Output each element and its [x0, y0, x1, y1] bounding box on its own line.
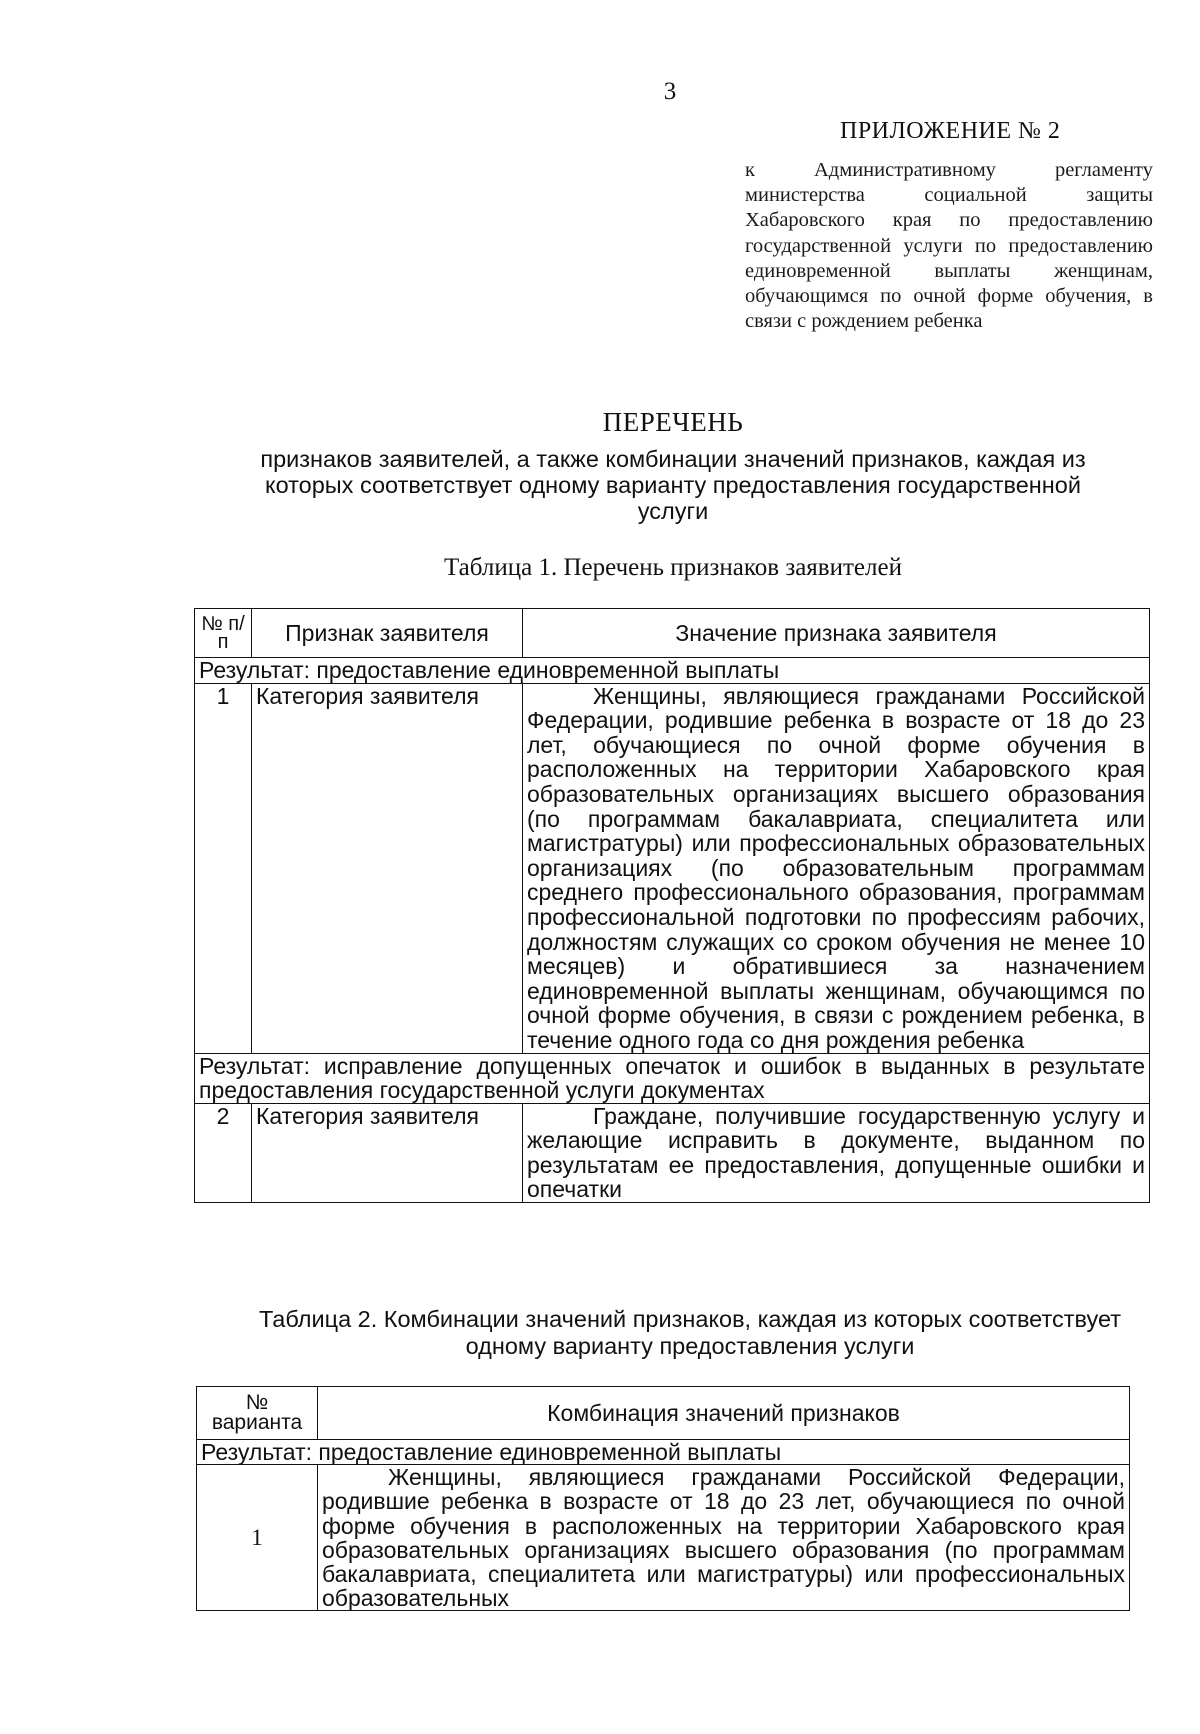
document-subheading: признаков заявителей, а также комбинации значений признаков, каждая из которых соответствует одному варианту предоставления государственной услуги	[260, 446, 1086, 524]
table-header-row	[195, 609, 1150, 658]
result-label: Результат: исправление допущенных опечаток и ошибок в выданных в результате предоставления государственной услуги документах	[195, 1053, 1150, 1103]
result-label: Результат: предоставление единовременной выплаты	[195, 658, 1150, 684]
row-variant: 1	[197, 1465, 318, 1611]
row-num: 2	[195, 1103, 252, 1202]
page-number: 3	[663, 78, 677, 105]
row-attribute: Категория заявителя	[252, 1103, 523, 1202]
result-row	[195, 658, 1150, 684]
row-value: Граждане, получившие государственную услугу и желающие исправить в документе, выданном по результатам ее предоставления, допущенные ошибки и опечатки	[523, 1103, 1150, 1202]
row-value: Женщины, являющиеся гражданами Российской Федерации, родившие ребенка в возрасте от 18 до 23 лет, обучающиеся по очной форме обучения в расположенных на территории Хабаровского края образовательных организациях высшего образования (по программам бакалавриата, специалитета или магистратуры) или профессиональных образовательных организациях (по образовательным программам среднего профессионального образования, программам профессиональной подготовки по профессиям рабочих, должностям служащих со сроком обучения не менее 10 месяцев) и обратившиеся за назначением единовременной выплаты женщинам, обучающимся по очной форме обучения, в связи с рождением ребенка, в течение одного года со дня рождения ребенка	[523, 683, 1150, 1053]
row-attribute: Категория заявителя	[252, 683, 523, 1053]
appendix-subtitle: к Административному регламенту министерства социальной защиты Хабаровского края по предоставлению государственной услуги по предоставлению единовременной выплаты женщинам, обучающимся по очной форме обучения, в связи с рождением ребенка	[745, 159, 1153, 333]
row-num: 1	[195, 683, 252, 1053]
header-attribute: Признак заявителя	[252, 609, 523, 658]
result-row	[195, 1053, 1150, 1103]
table-row	[195, 683, 1150, 1053]
attribute-combinations-table	[196, 1386, 1130, 1611]
row-combination: Женщины, являющиеся гражданами Российской Федерации, родившие ребенка в возрасте от 18 до 23 лет, обучающиеся по очной форме обучения в расположенных на территории Хабаровского края образовательных организациях высшего образования (по программам бакалавриата, специалитета или магистратуры) или профессиональных образовательных	[318, 1465, 1130, 1611]
document-heading: ПЕРЕЧЕНЬ	[602, 407, 744, 437]
result-label: Результат: предоставление единовременной выплаты	[197, 1440, 1130, 1465]
header-variant: № варианта	[197, 1387, 318, 1440]
table2-caption: Таблица 2. Комбинации значений признаков, каждая из которых соответствует одному варианту предоставления услуги	[259, 1306, 1121, 1359]
result-row	[197, 1440, 1130, 1465]
table-header-row	[197, 1387, 1130, 1440]
header-combination: Комбинация значений признаков	[318, 1387, 1130, 1440]
table-row	[197, 1465, 1130, 1611]
table-row	[195, 1103, 1150, 1202]
applicant-attributes-table	[194, 608, 1150, 1203]
table1-caption: Таблица 1. Перечень признаков заявителей	[444, 554, 902, 581]
appendix-title: ПРИЛОЖЕНИЕ № 2	[840, 118, 1061, 144]
header-num: № п/п	[195, 609, 252, 658]
header-value: Значение признака заявителя	[523, 609, 1150, 658]
